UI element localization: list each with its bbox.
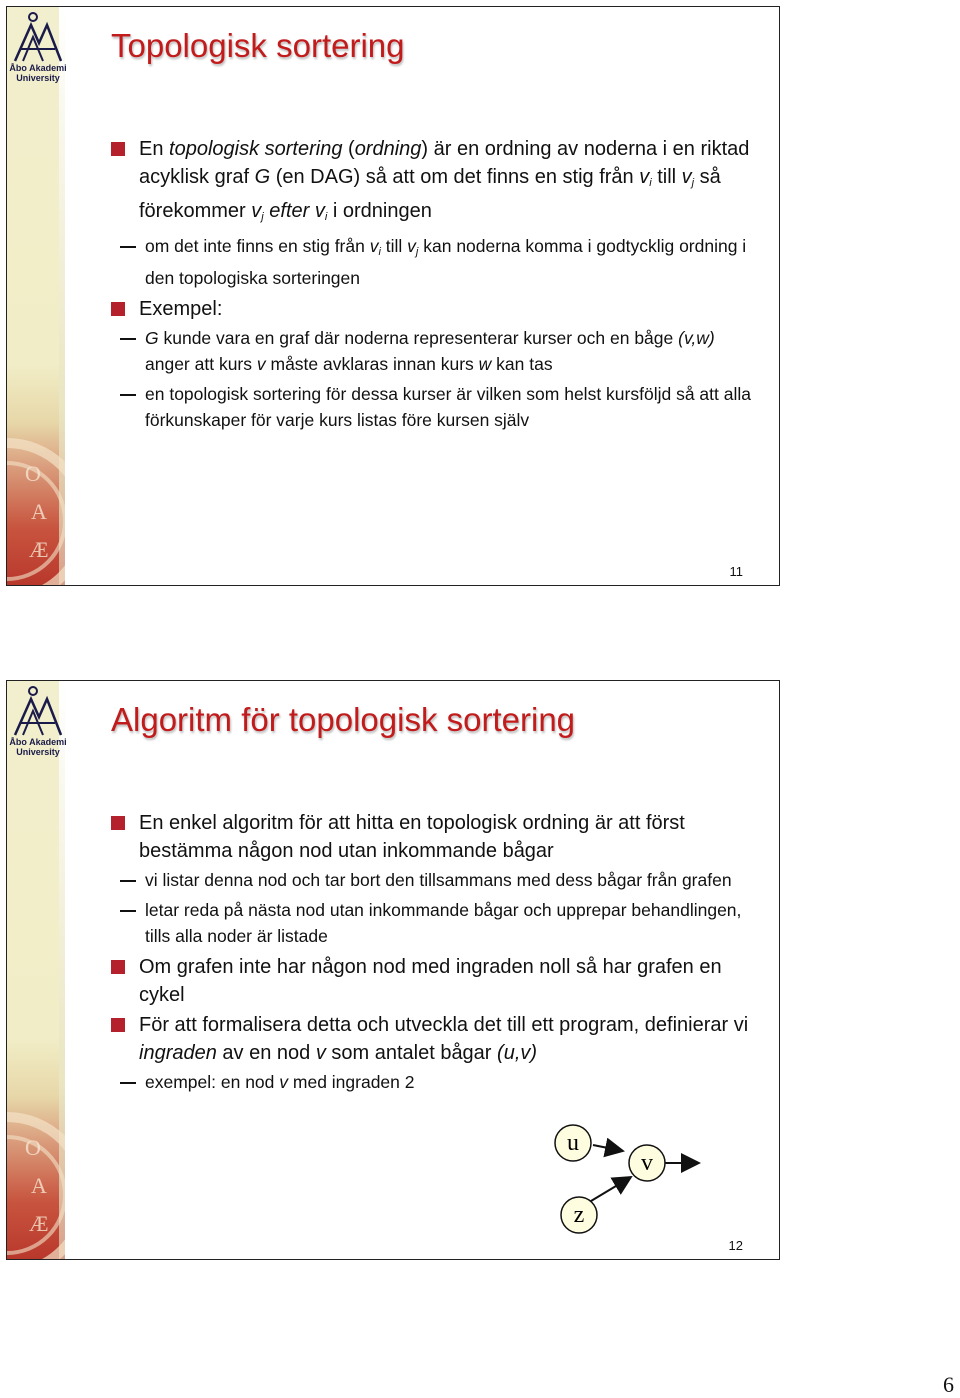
bullet-example: Exempel: [111, 295, 753, 323]
edge-z-v [591, 1177, 631, 1201]
svg-text:A: A [31, 1173, 47, 1198]
slide-12 [6, 680, 780, 1260]
svg-text:Æ: Æ [29, 1211, 49, 1236]
university-seal [7, 401, 65, 585]
logo-line2: University [16, 73, 60, 83]
sub-bullet-courses: G kunde vara en graf där noderna representerar kurser och en båge (v,w) anger att kurs v måste avklaras innan kurs w kan tas [83, 325, 753, 377]
bullet-definition: En topologisk sortering (ordning) är en ordning av noderna i en riktad acyklisk graf G (en DAG) så att om det finns en stig från $v_i$ till $v_j$ så förekommer $v_j$ efter $v_i$ i ordningen [111, 135, 753, 231]
logo-line1: Åbo Akademi [9, 737, 67, 747]
sidebar [7, 681, 65, 1259]
sub-bullet-arbitrary-order: om det inte finns en stig från $v_i$ till $v_j$ kan noderna komma i godtycklig ordning i den topologiska sorteringen [83, 233, 753, 291]
slide-page-number: 11 [729, 564, 743, 579]
bullet-cycle: Om grafen inte har någon nod med ingraden noll så har grafen en cykel [111, 953, 753, 1009]
logo-line1: Åbo Akademi [9, 63, 67, 73]
bullet-simple-algorithm: En enkel algoritm för att hitta en topologisk ordning är att först bestämma någon nod utan inkommande bågar [111, 809, 753, 865]
slide-11 [6, 6, 780, 586]
svg-text:Æ: Æ [29, 537, 49, 562]
node-z-label: z [573, 1202, 585, 1228]
svg-text:O: O [25, 461, 41, 486]
slide-page-number: 12 [728, 1238, 743, 1253]
node-v-label: v [641, 1150, 653, 1176]
edge-u-v [593, 1145, 623, 1151]
university-seal [7, 1075, 65, 1259]
svg-text:A: A [31, 499, 47, 524]
slide-title: Algoritm för topologisk sortering [111, 701, 576, 738]
node-u-label: u [567, 1130, 579, 1156]
bullet-list [111, 809, 753, 1099]
sidebar [7, 7, 65, 585]
sub-bullet-indegree-example: exempel: en nod v med ingraden 2 [83, 1069, 753, 1095]
bullet-list [111, 135, 753, 437]
logo-line2: University [16, 747, 60, 757]
indegree-graph [541, 1119, 741, 1249]
slide-title: Topologisk sortering [111, 27, 405, 64]
sub-bullet-repeat: letar reda på nästa nod utan inkommande bågar och upprepar behandlingen, tills alla noder är listade [83, 897, 753, 949]
svg-text:O: O [25, 1135, 41, 1160]
bullet-indegree-definition: För att formalisera detta och utveckla det till ett program, definierar vi ingraden av en nod v som antalet bågar (u,v) [111, 1011, 753, 1067]
document-page-number: 6 [943, 1372, 954, 1397]
sub-bullet-course-order: en topologisk sortering för dessa kurser är vilken som helst kursföljd så att alla förkunskaper för varje kurs listas före kursen själv [83, 381, 753, 433]
sub-bullet-list-node: vi listar denna nod och tar bort den tillsammans med dess bågar från grafen [83, 867, 753, 893]
